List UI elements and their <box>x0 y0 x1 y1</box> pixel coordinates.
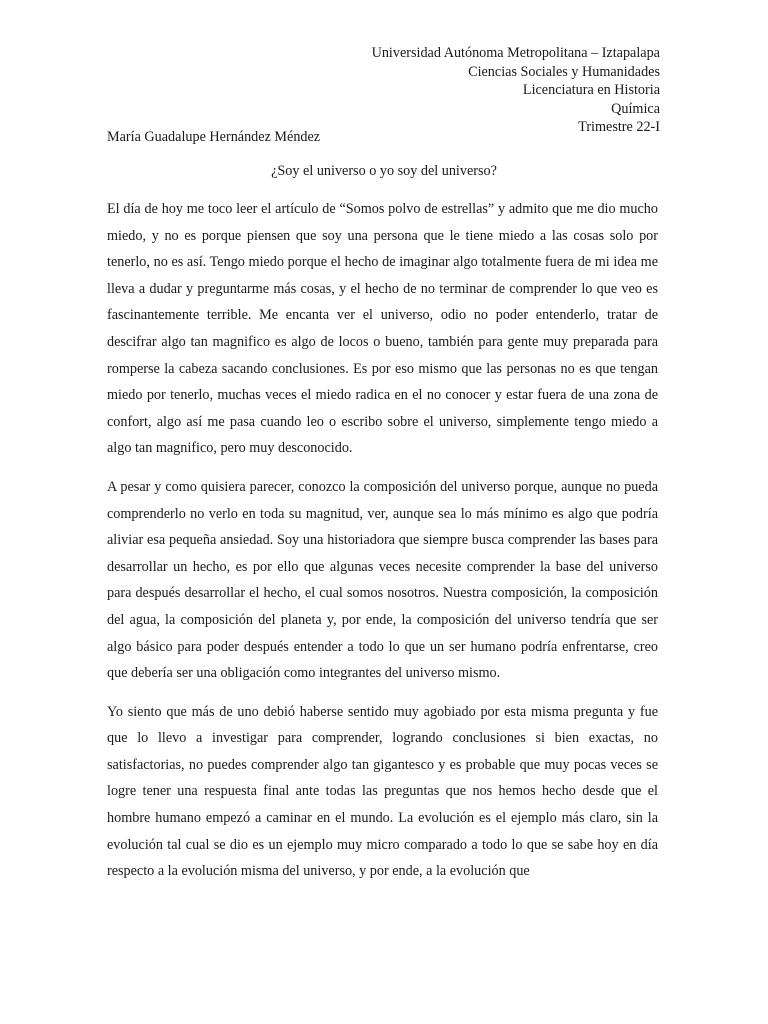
paragraph: A pesar y como quisiera parecer, conozco la composición del universo porque, aunque no pueda comprenderlo no verlo en toda su magnitud, ver, aunque sea lo más mínimo es algo que podría aliviar esa pequeña ansiedad. Soy una historiadora que siempre busca comprender las bases para desarrollar un hecho, es por ello que algunas veces necesite comprender la base del universo para después desarrollar el hecho, el cual somos nosotros. Nuestra composición, la composición del agua, la composición del planeta y, por ende, la composición del universo tendría que ser algo básico para poder después entender a todo lo que un ser humano podría enfrentarse, creo que debería ser una obligación como integrantes del universo mismo. <box>107 478 658 682</box>
header-course: Química <box>611 100 660 117</box>
document-body <box>107 196 658 897</box>
paragraph: Yo siento que más de uno debió haberse sentido muy agobiado por esta misma pregunta y fue que lo llevo a investigar para comprender, logrando conclusiones si bien exactas, no satisfactorias, no puedes comprender algo tan gigantesco y es probable que muy pocas veces se logre tener una respuesta final ante todas las preguntas que nos hemos hecho desde que el hombre humano empezó a caminar en el mundo. La evolución es el ejemplo más claro, sin la evolución tal cual se dio es un ejemplo muy micro comparado a todo lo que se sabe hoy en día respecto a la evolución misma del universo, y por ende, a la evolución que <box>107 703 658 880</box>
document-title: ¿Soy el universo o yo soy del universo? <box>271 163 497 179</box>
header-university: Universidad Autónoma Metropolitana – Iztapalapa <box>371 45 660 61</box>
author-name: María Guadalupe Hernández Méndez <box>107 129 321 145</box>
header-division: Ciencias Sociales y Humanidades <box>468 63 660 80</box>
paragraph: El día de hoy me toco leer el artículo de “Somos polvo de estrellas” y admito que me dio mucho miedo, y no es porque piensen que soy una persona que le tiene miedo a las cosas solo por tenerlo, no es así. Tengo miedo porque el hecho de imaginar algo totalmente fuera de mi idea me lleva a dudar y preguntarme más cosas, y el hecho de no terminar de comprender lo que veo es fascinantemente terrible. Me encanta ver el universo, odio no poder entenderlo, tratar de descifrar algo tan magnifico es algo de locos o bueno, también para gente muy preparada para romperse la cabeza sacando conclusiones. Es por eso mismo que las personas no es que tengan miedo por tenerlo, muchas veces el miedo radica en el no conocer y estar fuera de una zona de confort, algo así me pasa cuando leo o escribo sobre el universo, simplemente tengo miedo a algo tan magnifico, pero muy desconocido. <box>107 201 658 457</box>
header-degree: Licenciatura en Historia <box>522 82 660 98</box>
header-term: Trimestre 22-I <box>578 119 660 135</box>
document-header <box>372 44 660 137</box>
